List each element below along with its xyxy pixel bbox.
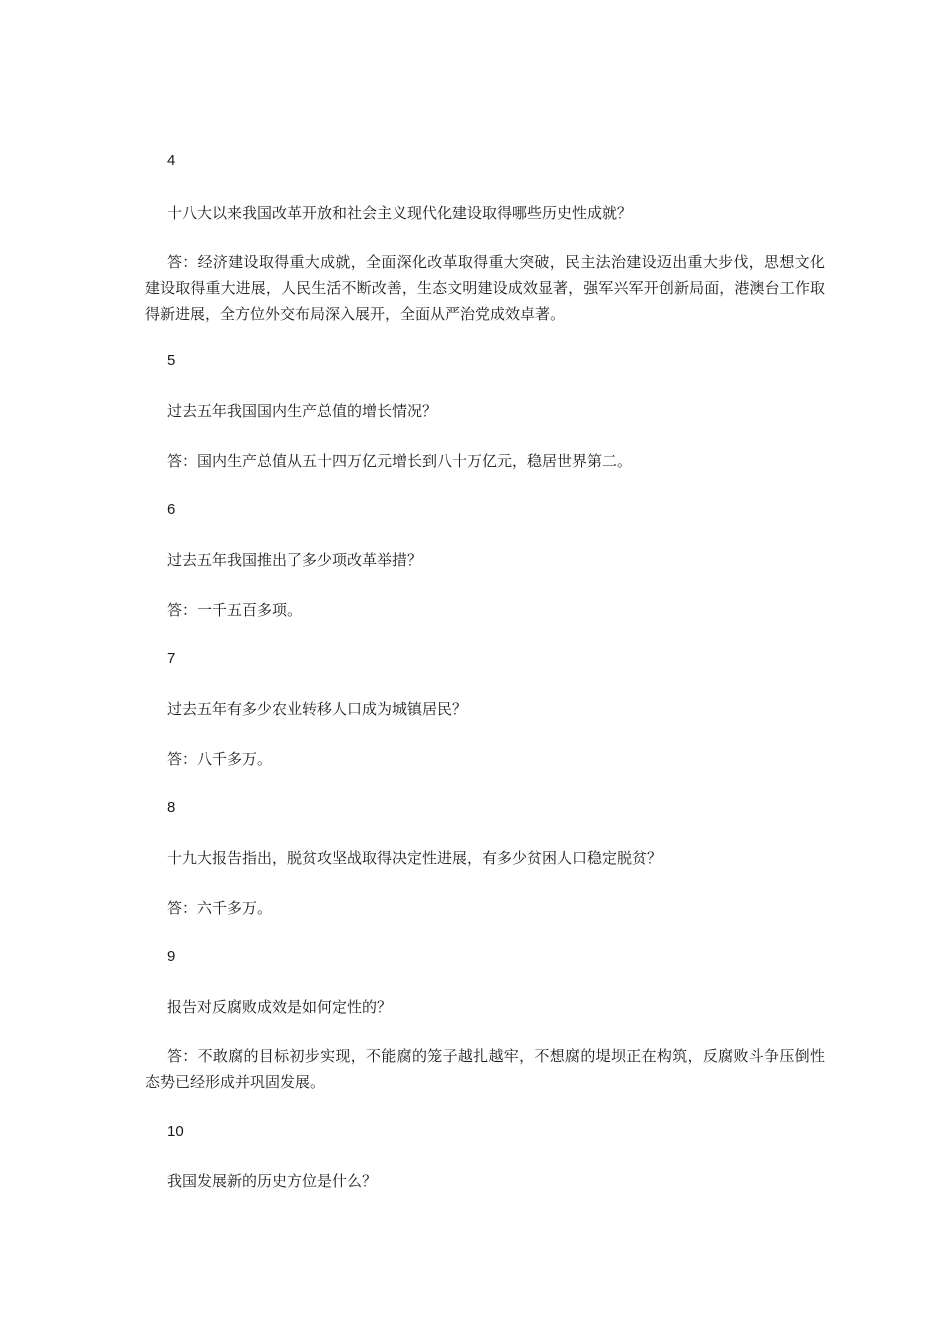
question-text: 十八大以来我国改革开放和社会主义现代化建设取得哪些历史性成就？ — [167, 204, 633, 222]
question-text: 过去五年我国国内生产总值的增长情况？ — [167, 402, 438, 420]
question-text: 过去五年我国推出了多少项改革举措？ — [167, 551, 423, 569]
answer-text: 答：经济建设取得重大成就，全面深化改革取得重大突破，民主法治建设迈出重大步伐，思想文化建设取得重大进展，人民生活不断改善，生态文明建设成效显著，强军兴军开创新局面，港澳台工作取得新进展，全方位外交布局深入展开，全面从严治党成效卓著。 — [145, 253, 825, 323]
item-number: 7 — [167, 650, 176, 667]
answer-text: 答：国内生产总值从五十四万亿元增长到八十万亿元，稳居世界第二。 — [167, 452, 633, 470]
item-number: 8 — [167, 799, 176, 816]
item-number: 4 — [167, 152, 176, 169]
question-text: 我国发展新的历史方位是什么？ — [167, 1172, 378, 1190]
item-number: 6 — [167, 501, 176, 518]
answer-text: 答：八千多万。 — [167, 750, 273, 768]
item-number: 5 — [167, 352, 176, 369]
answer-text: 答：六千多万。 — [167, 899, 273, 917]
question-text: 过去五年有多少农业转移人口成为城镇居民？ — [167, 700, 468, 718]
answer-text: 答：不敢腐的目标初步实现，不能腐的笼子越扎越牢，不想腐的堤坝正在构筑，反腐败斗争压倒性态势已经形成并巩固发展。 — [145, 1047, 825, 1091]
item-number: 10 — [167, 1123, 184, 1140]
question-text: 十九大报告指出，脱贫攻坚战取得决定性进展，有多少贫困人口稳定脱贫？ — [167, 849, 663, 867]
question-text: 报告对反腐败成效是如何定性的？ — [167, 998, 393, 1016]
item-number: 9 — [167, 948, 176, 965]
answer-text: 答：一千五百多项。 — [167, 601, 303, 619]
